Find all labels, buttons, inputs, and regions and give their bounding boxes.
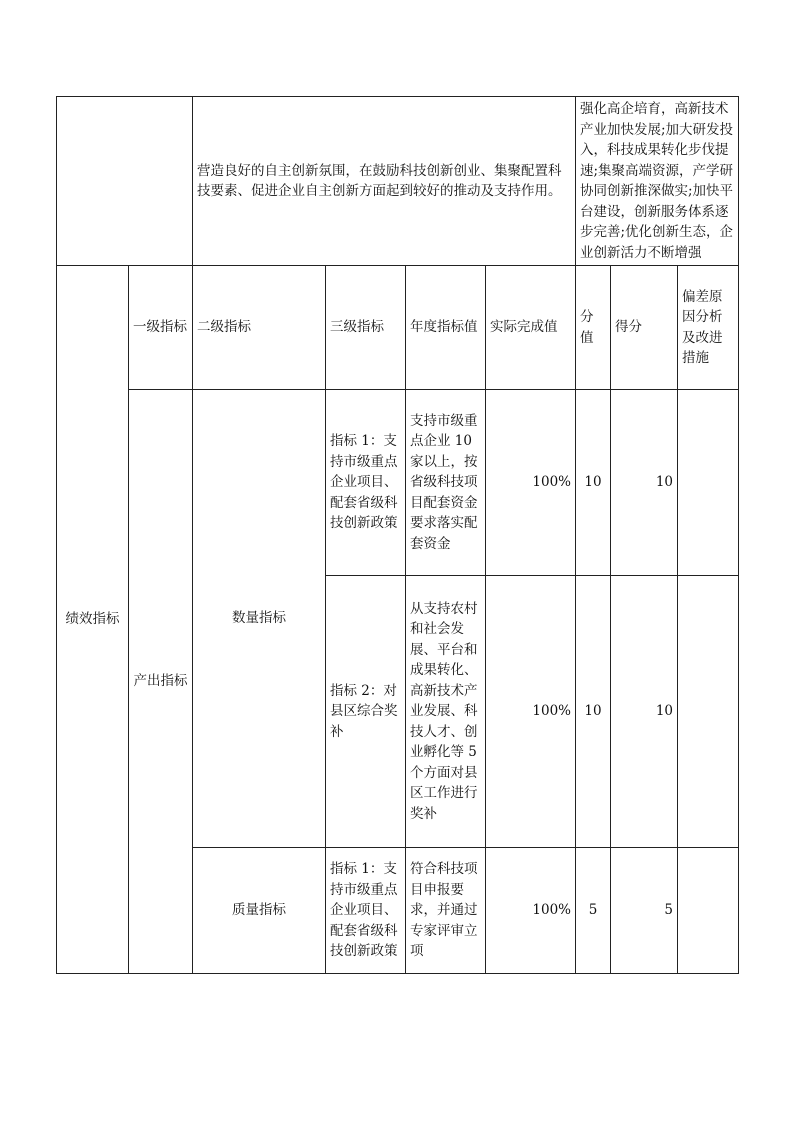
actual-cell: 100% — [486, 848, 576, 974]
header-weight: 分值 — [576, 266, 611, 390]
header-actual: 实际完成值 — [486, 266, 576, 390]
deviation-cell — [678, 390, 739, 576]
level3-cell: 指标 2：对县区综合奖补 — [326, 576, 406, 848]
level3-cell: 指标 1：支持市级重点企业项目、配套省级科技创新政策 — [326, 390, 406, 576]
annual-target-cell: 从支持农村和社会发展、平台和成果转化、高新技术产业发展、科技人才、创业孵化等 5 个方面对县区工作进行奖补 — [406, 576, 486, 848]
header-annual-target: 年度指标值 — [406, 266, 486, 390]
goal-description: 营造良好的自主创新氛围，在鼓励科技创新创业、集聚配置科技要素、促进企业自主创新方面起到较好的推动及支持作用。 — [193, 97, 576, 266]
annual-target-cell: 支持市级重点企业 10 家以上，按省级科技项目配套资金要求落实配套资金 — [406, 390, 486, 576]
header-level2: 二级指标 — [193, 266, 326, 390]
deviation-cell — [678, 576, 739, 848]
header-level3: 三级指标 — [326, 266, 406, 390]
level1-label: 产出指标 — [129, 390, 193, 974]
goal-achievement: 强化高企培育，高新技术产业加快发展;加大研发投入，科技成果转化步伐提速;集聚高端资源，产学研协同创新推深做实;加快平台建设，创新服务体系逐步完善;优化创新生态，企业创新活力不断增强 — [576, 97, 739, 266]
actual-cell: 100% — [486, 576, 576, 848]
deviation-cell — [678, 848, 739, 974]
level2-quality: 质量指标 — [193, 848, 326, 974]
score-cell: 10 — [611, 576, 678, 848]
level2-quantity: 数量指标 — [193, 390, 326, 848]
goal-row — [57, 97, 739, 266]
header-row — [57, 266, 739, 390]
score-cell: 10 — [611, 390, 678, 576]
annual-target-cell: 符合科技项目申报要求，并通过专家评审立项 — [406, 848, 486, 974]
table-row — [57, 390, 739, 576]
weight-cell: 10 — [576, 390, 611, 576]
actual-cell: 100% — [486, 390, 576, 576]
score-cell: 5 — [611, 848, 678, 974]
header-score: 得分 — [611, 266, 678, 390]
goal-blank-cell — [57, 97, 193, 266]
weight-cell: 10 — [576, 576, 611, 848]
performance-table — [56, 96, 739, 974]
level3-cell: 指标 1：支持市级重点企业项目、配套省级科技创新政策 — [326, 848, 406, 974]
header-deviation: 偏差原因分析及改进措施 — [678, 266, 739, 390]
header-level1: 一级指标 — [129, 266, 193, 390]
weight-cell: 5 — [576, 848, 611, 974]
section-label: 绩效指标 — [57, 266, 129, 974]
